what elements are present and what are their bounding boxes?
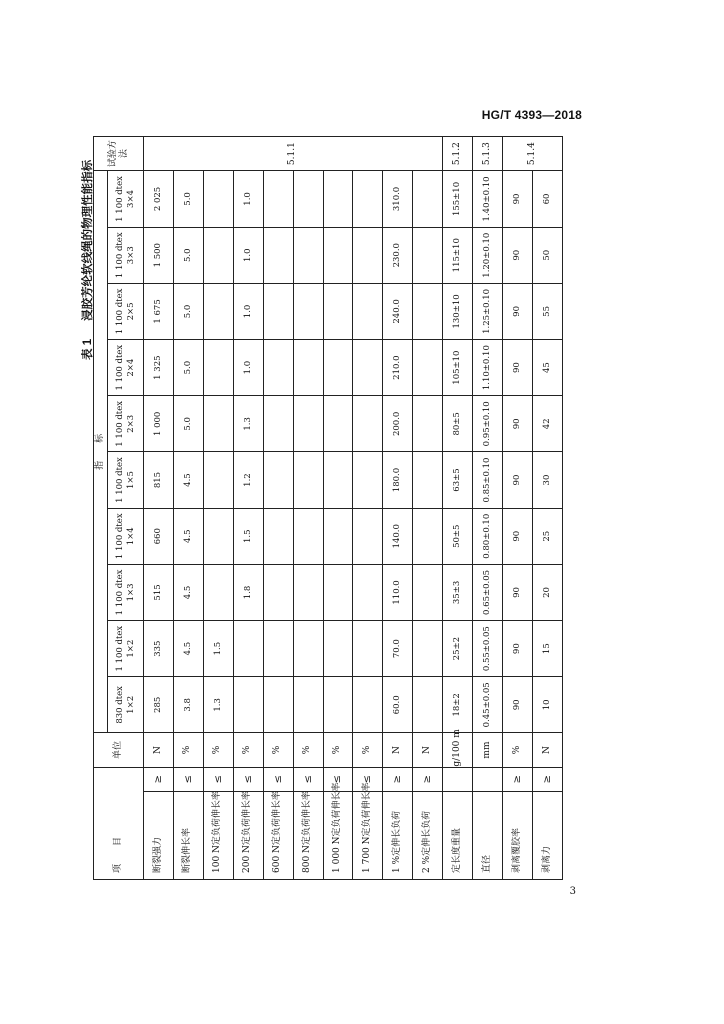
spec-linear-density: 1 100 dtex xyxy=(114,457,125,503)
value-cell xyxy=(203,508,233,564)
value-cell: 130±10 xyxy=(443,283,473,339)
value-cell: 4.5 xyxy=(173,564,203,620)
value-cell xyxy=(413,171,443,227)
value-cell: 15 xyxy=(532,621,562,677)
value-cell: 90 xyxy=(503,171,533,227)
spec-linear-density: 1 100 dtex xyxy=(114,513,125,560)
value-cell: 90 xyxy=(503,340,533,396)
value-cell: 1.10±0.10 xyxy=(473,340,503,396)
spec-ply-structure: 1×5 xyxy=(125,471,136,490)
unit-cell: % xyxy=(173,733,203,767)
spec-ply-structure: 2×3 xyxy=(125,414,136,433)
value-cell: 5.0 xyxy=(173,227,203,283)
item-name-cell: 定长度重量 xyxy=(443,791,473,879)
value-cell: 5.0 xyxy=(173,283,203,339)
value-cell xyxy=(353,621,383,677)
spec-header-cell xyxy=(108,171,144,227)
comparison-symbol-cell: ≤ xyxy=(173,767,203,791)
spec-linear-density: 1 100 dtex xyxy=(114,176,125,222)
spec-header-cell xyxy=(108,227,144,283)
value-cell: 1.0 xyxy=(233,171,263,227)
value-cell xyxy=(413,677,443,733)
unit-cell: mm xyxy=(473,733,503,767)
value-cell: 5.0 xyxy=(173,171,203,227)
value-cell: 1.0 xyxy=(233,340,263,396)
comparison-symbol-cell: ≥ xyxy=(383,767,413,791)
item-name-cell: 100 N定负荷伸长率 xyxy=(203,791,233,879)
value-cell: 0.45±0.05 xyxy=(473,677,503,733)
value-cell xyxy=(263,283,293,339)
comparison-symbol-cell: ≤ xyxy=(233,767,263,791)
comparison-symbol-cell xyxy=(473,767,503,791)
value-cell: 4.5 xyxy=(173,508,203,564)
item-name-cell: 2 %定伸长负荷 xyxy=(413,791,443,879)
value-cell: 0.80±0.10 xyxy=(473,508,503,564)
table-body xyxy=(144,137,563,880)
value-cell: 90 xyxy=(503,396,533,452)
table-caption-label: 表 1 xyxy=(82,338,94,360)
value-cell: 90 xyxy=(503,452,533,508)
comparison-symbol-cell: ≥ xyxy=(503,767,533,791)
spec-ply-structure: 3×3 xyxy=(125,246,136,265)
comparison-symbol-cell xyxy=(443,767,473,791)
value-cell xyxy=(353,340,383,396)
value-cell xyxy=(323,508,353,564)
value-cell xyxy=(233,621,263,677)
unit-cell: % xyxy=(263,733,293,767)
item-name-cell: 直径 xyxy=(473,791,503,879)
value-cell xyxy=(263,340,293,396)
value-cell xyxy=(293,452,323,508)
test-method-cell: 5.1.1 xyxy=(144,137,443,171)
spec-ply-structure: 1×2 xyxy=(125,695,136,714)
value-cell xyxy=(323,283,353,339)
spec-ply-structure: 1×3 xyxy=(125,583,136,602)
value-cell: 1.0 xyxy=(233,227,263,283)
table-row xyxy=(353,137,383,880)
value-cell: 70.0 xyxy=(383,621,413,677)
comparison-symbol-cell: ≥ xyxy=(413,767,443,791)
value-cell xyxy=(293,677,323,733)
comparison-symbol-cell: ≤ xyxy=(203,767,233,791)
value-cell xyxy=(413,396,443,452)
page-number: 3 xyxy=(569,886,576,897)
value-cell xyxy=(413,621,443,677)
value-cell: 1 325 xyxy=(144,340,174,396)
value-cell xyxy=(323,564,353,620)
value-cell xyxy=(413,227,443,283)
value-cell xyxy=(293,621,323,677)
spec-header-cell xyxy=(108,452,144,508)
item-name-cell: 800 N定负荷伸长率 xyxy=(293,791,323,879)
value-cell xyxy=(263,452,293,508)
value-cell xyxy=(353,396,383,452)
value-cell: 515 xyxy=(144,564,174,620)
unit-cell: % xyxy=(323,733,353,767)
spec-linear-density: 830 dtex xyxy=(114,686,125,724)
value-cell: 0.65±0.05 xyxy=(473,564,503,620)
spec-header-cell xyxy=(108,677,144,733)
header-index: 指 标 xyxy=(94,171,108,733)
test-method-cell: 5.1.4 xyxy=(503,137,563,171)
header-unit: 单位 xyxy=(94,733,144,767)
item-name-cell: 剥离覆胶率 xyxy=(503,791,533,879)
spec-ply-structure: 2×5 xyxy=(125,302,136,321)
value-cell xyxy=(293,227,323,283)
spec-header-cell xyxy=(108,621,144,677)
value-cell xyxy=(293,171,323,227)
value-cell: 660 xyxy=(144,508,174,564)
value-cell: 10 xyxy=(532,677,562,733)
table-row xyxy=(263,137,293,880)
value-cell: 240.0 xyxy=(383,283,413,339)
value-cell xyxy=(203,283,233,339)
value-cell: 155±10 xyxy=(443,171,473,227)
table-row xyxy=(383,137,413,880)
value-cell: 90 xyxy=(503,227,533,283)
value-cell: 0.95±0.10 xyxy=(473,396,503,452)
comparison-symbol-cell: ≤ xyxy=(263,767,293,791)
value-cell: 210.0 xyxy=(383,340,413,396)
value-cell xyxy=(233,677,263,733)
value-cell xyxy=(203,564,233,620)
value-cell xyxy=(293,508,323,564)
unit-cell: N xyxy=(383,733,413,767)
value-cell xyxy=(203,396,233,452)
table-row xyxy=(144,137,174,880)
value-cell: 18±2 xyxy=(443,677,473,733)
unit-cell: g/100 m xyxy=(443,733,473,767)
table-row xyxy=(473,137,503,880)
item-name-cell: 200 N定负荷伸长率 xyxy=(233,791,263,879)
value-cell xyxy=(263,508,293,564)
value-cell: 1.5 xyxy=(233,508,263,564)
value-cell xyxy=(323,677,353,733)
value-cell: 1 500 xyxy=(144,227,174,283)
value-cell: 20 xyxy=(532,564,562,620)
item-name-cell: 断裂伸长率 xyxy=(173,791,203,879)
value-cell: 180.0 xyxy=(383,452,413,508)
value-cell xyxy=(293,283,323,339)
value-cell: 140.0 xyxy=(383,508,413,564)
comparison-symbol-cell: ≤ xyxy=(293,767,323,791)
item-name-cell: 600 N定负荷伸长率 xyxy=(263,791,293,879)
table-row xyxy=(233,137,263,880)
spec-linear-density: 1 100 dtex xyxy=(114,625,125,672)
comparison-symbol-cell: ≥ xyxy=(144,767,174,791)
value-cell: 115±10 xyxy=(443,227,473,283)
value-cell xyxy=(323,171,353,227)
value-cell xyxy=(353,227,383,283)
value-cell xyxy=(323,621,353,677)
value-cell: 285 xyxy=(144,677,174,733)
table-row xyxy=(532,137,562,880)
value-cell: 1 000 xyxy=(144,396,174,452)
table-caption-title: 浸胶芳纶软线绳的物理性能指标 xyxy=(82,159,94,321)
unit-cell: % xyxy=(233,733,263,767)
value-cell: 310.0 xyxy=(383,171,413,227)
header-method: 试验方法 xyxy=(94,137,144,171)
value-cell: 90 xyxy=(503,564,533,620)
unit-cell: % xyxy=(353,733,383,767)
value-cell xyxy=(263,621,293,677)
value-cell: 42 xyxy=(532,396,562,452)
value-cell: 50 xyxy=(532,227,562,283)
value-cell: 90 xyxy=(503,677,533,733)
value-cell xyxy=(203,452,233,508)
spec-linear-density: 1 100 dtex xyxy=(114,344,125,391)
value-cell xyxy=(263,396,293,452)
comparison-symbol-cell: ≥ xyxy=(532,767,562,791)
value-cell: 60 xyxy=(532,171,562,227)
test-method-cell: 5.1.3 xyxy=(473,137,503,171)
spec-linear-density: 1 100 dtex xyxy=(114,569,125,616)
unit-cell: % xyxy=(293,733,323,767)
spec-ply-structure: 1×4 xyxy=(125,527,136,546)
spec-linear-density: 1 100 dtex xyxy=(114,400,125,447)
value-cell: 45 xyxy=(532,340,562,396)
value-cell xyxy=(413,564,443,620)
value-cell: 1.0 xyxy=(233,283,263,339)
unit-cell: % xyxy=(203,733,233,767)
value-cell: 1 675 xyxy=(144,283,174,339)
comparison-symbol-cell: ≤ xyxy=(323,767,353,791)
table-row xyxy=(293,137,323,880)
value-cell: 30 xyxy=(532,452,562,508)
value-cell: 0.55±0.05 xyxy=(473,621,503,677)
spec-header-cell xyxy=(108,396,144,452)
value-cell xyxy=(323,340,353,396)
value-cell xyxy=(293,564,323,620)
value-cell: 4.5 xyxy=(173,621,203,677)
value-cell: 50±5 xyxy=(443,508,473,564)
value-cell: 1.3 xyxy=(203,677,233,733)
value-cell: 63±5 xyxy=(443,452,473,508)
value-cell: 1.8 xyxy=(233,564,263,620)
value-cell: 230.0 xyxy=(383,227,413,283)
value-cell: 90 xyxy=(503,621,533,677)
unit-cell: % xyxy=(503,733,533,767)
value-cell: 90 xyxy=(503,508,533,564)
value-cell: 90 xyxy=(503,283,533,339)
value-cell xyxy=(263,227,293,283)
value-cell xyxy=(263,171,293,227)
value-cell: 5.0 xyxy=(173,340,203,396)
comparison-symbol-cell: ≤ xyxy=(353,767,383,791)
value-cell xyxy=(203,340,233,396)
item-name-cell: 1 000 N定负荷伸长率 xyxy=(323,791,353,879)
value-cell: 1.25±0.10 xyxy=(473,283,503,339)
value-cell: 1.20±0.10 xyxy=(473,227,503,283)
value-cell: 110.0 xyxy=(383,564,413,620)
value-cell xyxy=(203,171,233,227)
value-cell: 335 xyxy=(144,621,174,677)
value-cell xyxy=(293,396,323,452)
value-cell: 200.0 xyxy=(383,396,413,452)
unit-cell: N xyxy=(144,733,174,767)
value-cell xyxy=(413,452,443,508)
value-cell xyxy=(323,452,353,508)
spec-header-cell xyxy=(108,340,144,396)
spec-ply-structure: 2×4 xyxy=(125,358,136,377)
value-cell: 815 xyxy=(144,452,174,508)
table-row xyxy=(203,137,233,880)
value-cell: 1.3 xyxy=(233,396,263,452)
value-cell xyxy=(413,283,443,339)
value-cell: 55 xyxy=(532,283,562,339)
value-cell: 60.0 xyxy=(383,677,413,733)
table-row xyxy=(413,137,443,880)
value-cell: 105±10 xyxy=(443,340,473,396)
value-cell xyxy=(353,564,383,620)
value-cell xyxy=(263,564,293,620)
standard-code: HG/T 4393—2018 xyxy=(481,108,582,122)
value-cell: 1.40±0.10 xyxy=(473,171,503,227)
value-cell: 1.2 xyxy=(233,452,263,508)
table-row xyxy=(323,137,353,880)
spec-linear-density: 1 100 dtex xyxy=(114,288,125,335)
value-cell xyxy=(293,340,323,396)
spec-header-cell xyxy=(108,508,144,564)
value-cell xyxy=(353,283,383,339)
table-row xyxy=(443,137,473,880)
unit-cell: N xyxy=(532,733,562,767)
value-cell: 3.8 xyxy=(173,677,203,733)
value-cell: 2 025 xyxy=(144,171,174,227)
spec-header-cell xyxy=(108,283,144,339)
value-cell xyxy=(323,227,353,283)
value-cell: 80±5 xyxy=(443,396,473,452)
table-row xyxy=(503,137,533,880)
value-cell xyxy=(323,396,353,452)
value-cell: 35±3 xyxy=(443,564,473,620)
value-cell: 5.0 xyxy=(173,396,203,452)
value-cell xyxy=(353,452,383,508)
properties-table xyxy=(93,136,563,880)
rotated-table-container xyxy=(93,136,563,880)
value-cell xyxy=(353,508,383,564)
value-cell xyxy=(203,227,233,283)
item-name-cell: 1 700 N定负荷伸长率 xyxy=(353,791,383,879)
value-cell xyxy=(353,677,383,733)
value-cell: 25±2 xyxy=(443,621,473,677)
spec-ply-structure: 3×4 xyxy=(125,189,136,208)
value-cell xyxy=(263,677,293,733)
value-cell xyxy=(413,508,443,564)
value-cell xyxy=(413,340,443,396)
test-method-cell: 5.1.2 xyxy=(443,137,473,171)
table-row xyxy=(173,137,203,880)
spec-linear-density: 1 100 dtex xyxy=(114,232,125,279)
header-item: 项 目 xyxy=(94,767,144,879)
value-cell: 4.5 xyxy=(173,452,203,508)
value-cell xyxy=(353,171,383,227)
item-name-cell: 1 %定伸长负荷 xyxy=(383,791,413,879)
item-name-cell: 剥离力 xyxy=(532,791,562,879)
spec-header-cell xyxy=(108,564,144,620)
item-name-cell: 断裂强力 xyxy=(144,791,174,879)
value-cell: 1.5 xyxy=(203,621,233,677)
spec-ply-structure: 1×2 xyxy=(125,639,136,658)
value-cell: 25 xyxy=(532,508,562,564)
unit-cell: N xyxy=(413,733,443,767)
value-cell: 0.85±0.10 xyxy=(473,452,503,508)
